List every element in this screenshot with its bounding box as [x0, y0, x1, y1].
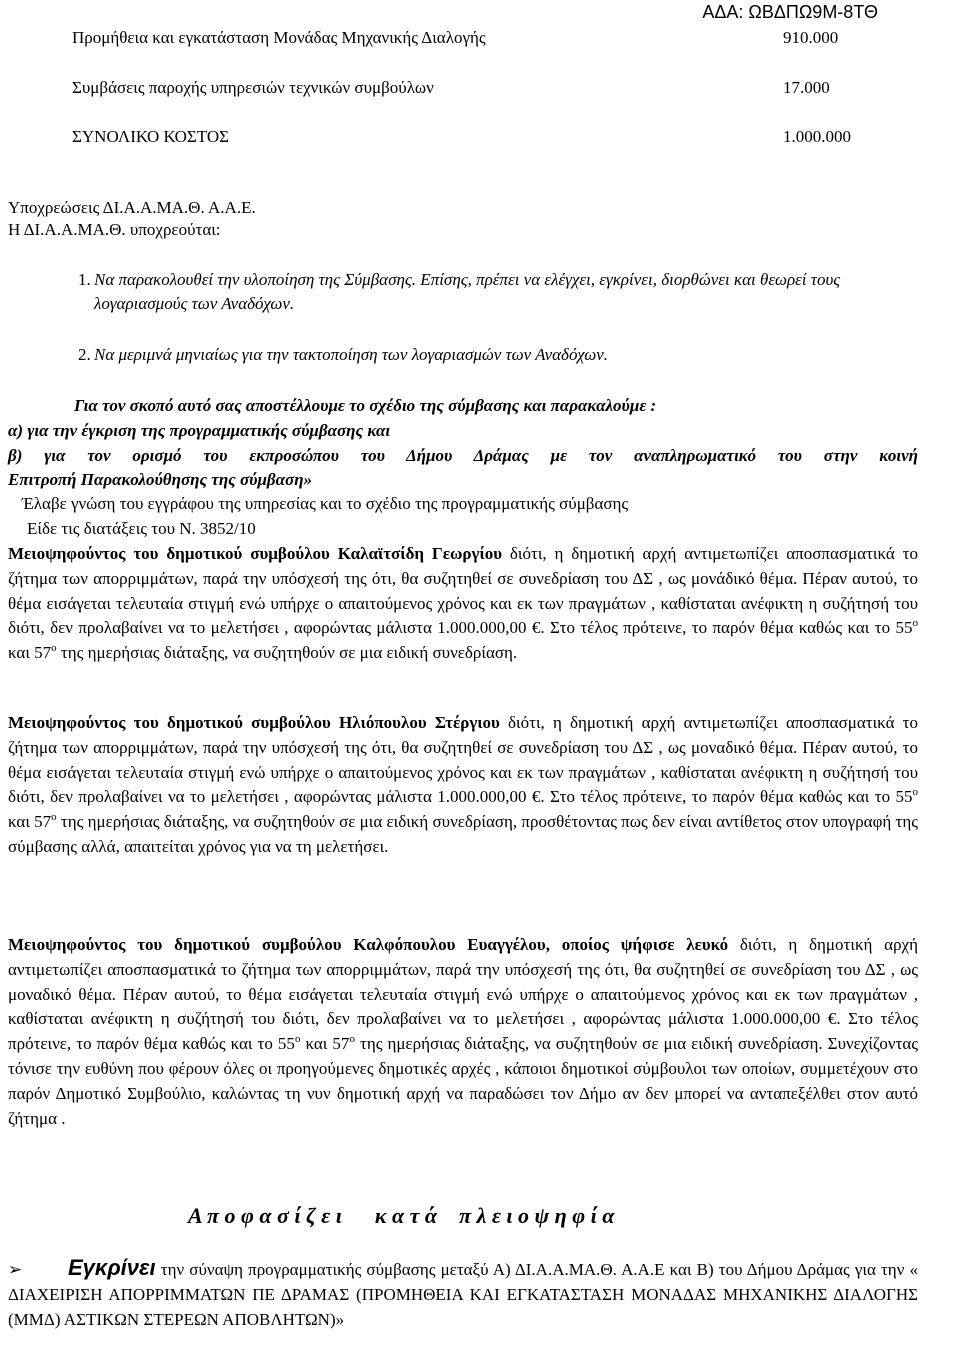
paragraph-text: και 57 [8, 812, 52, 832]
obligation-text: Να μεριμνά μηνιαίως για την τακτοποίηση των λογαριασμών των Αναδόχων. [94, 345, 609, 364]
superscript: ο [51, 641, 57, 654]
obligations-subtitle: Η ΔΙ.Α.Α.ΜΑ.Θ. υποχρεούται: [8, 220, 221, 239]
cost-value: 1.000.000 [783, 127, 851, 146]
paragraph-text: της ημερήσιας διάταξης, να συζητηθούν σε μια ειδική συνεδρίαση. [56, 643, 518, 663]
paragraph-text: και 57 [8, 643, 52, 663]
request-b-line1: β) για τον ορισμό του εκπροσώπου του Δήμου Δράμας με τον αναπληρωματικό του στην κοινή [8, 446, 918, 465]
council-member-name: Μειοψηφούντος του δημοτικού συμβούλου Ηλιόπουλου Στέργιου [8, 713, 500, 732]
request-a: α) για την έγκριση της προγραμματικής σύμβασης και [8, 421, 391, 440]
request-intro: Για τον σκοπό αυτό σας αποστέλλουμε το σχέδιο της σύμβασης και παρακαλούμε : [74, 396, 657, 415]
superscript: ο [294, 1032, 301, 1045]
paragraph-text: διότι, η δημοτική αρχή αντιμετωπίζει αποσπασματικά το ζήτημα των απορριμμάτων, παρά την υπόσχεσή της ότι, θα συζητηθεί σε συνεδρίαση του ΔΣ , ως μοναδικό θέμα. Πέραν αυτού, το θέμα εισάγεται τελευταία στιγμή ενώ υπήρχε ο απαιτούμενος χρόνος και εκ των πραγμάτων , καθίσταται ανέφικτη η συζήτησή του διότι, δεν προλαβαίνει να το μελετήσει , αφορώντας μάλιστα 1.000.000,00 €. Στο τέλος πρότεινε, το παρόν θέμα καθώς και το 55 [8, 713, 919, 807]
obligation-number: 2. [78, 345, 91, 364]
superscript: ο [912, 785, 918, 798]
obligation-text: Να παρακολουθεί την υλοποίηση της Σύμβασης. Επίσης, πρέπει να ελέγχει, εγκρίνει, διορθώνει και θεωρεί τους λογαριασμούς των Αναδόχων. [94, 270, 841, 313]
paragraph-text: της ημερήσιας διάταξης, να συζητηθούν σε μια ειδική συνεδρίαση, προσθέτοντας πως δεν είναι αντίθετος στον υπογραφή της σύμβασης αλλά, απαιτείται χρόνος για να τη μελετήσει. [8, 812, 918, 856]
note-line: Είδε τις διατάξεις του Ν. 3852/10 [27, 519, 256, 538]
paragraph-text: και 57 [300, 1034, 350, 1054]
council-member-name: Μειοψηφούντος του δημοτικού συμβούλου Καλφόπουλου Ευαγγέλου, οποίος ψήφισε λευκό [8, 935, 729, 954]
ada-code: ΑΔΑ: ΩΒΔΠΩ9Μ-8ΤΘ [702, 2, 878, 22]
request-b-line2: Επιτροπή Παρακολούθησης της σύμβαση» [8, 470, 313, 489]
decision-text: την σύναψη προγραμματικής σύμβασης μεταξύ Α) ΔΙ.Α.Α.ΜΑ.Θ. Α.Α.Ε και Β) του Δήμου Δράμας για την « ΔΙΑΧΕΙΡΙΣΗ ΑΠΟΡΡΙΜΜΑΤΩΝ ΠΕ ΔΡΑΜΑΣ (ΠΡΟΜΗΘΕΙΑ ΚΑΙ ΕΓΚΑΤΑΣΤΑΣΗ ΜΟΝΑΔΑΣ ΜΗΧΑΝΙΚΗΣ ΔΙΑΛΟΓΗΣ (ΜΜΔ) ΑΣΤΙΚΩΝ ΣΤΕΡΕΩΝ ΑΠΟΒΛΗΤΩΝ)» [8, 1260, 918, 1329]
decision-heading: Α π ο φ α σ ί ζ ε ι κ α τ ά π λ ε ι ο ψ η φ ί α [188, 1203, 615, 1228]
cost-label: Συμβάσεις παροχής υπηρεσιών τεχνικών συμβούλων [72, 78, 434, 97]
superscript: ο [349, 1032, 355, 1045]
minority-opinion-paragraph [8, 711, 918, 860]
cost-row [72, 78, 892, 104]
cost-label: ΣΥΝΟΛΙΚΟ ΚΟΣΤΟΣ [72, 127, 230, 146]
obligation-number: 1. [78, 270, 91, 289]
cost-row [72, 127, 892, 153]
paragraph-text: διότι, η δημοτική αρχή αντιμετωπίζει αποσπασματικά το ζήτημα των απορριμμάτων, παρά την υπόσχεσή της ότι, θα συζητηθεί σε συνεδρίαση του ΔΣ , ως μοναδικό θέμα. Πέραν αυτού, το θέμα εισάγεται τελευταία στιγμή ενώ υπήρχε ο απαιτούμενος χρόνος και εκ των πραγμάτων , καθίσταται ανέφικτη η συζήτησή του διότι, δεν προλαβαίνει να το μελετήσει , αφορώντας μάλιστα 1.000.000,00 €. Στο τέλος πρότεινε, το παρόν θέμα καθώς και το 55 [8, 935, 918, 1054]
minority-opinion-paragraph [8, 933, 918, 1131]
superscript: ο [51, 810, 57, 823]
cost-label: Προμήθεια και εγκατάσταση Μονάδας Μηχανικής Διαλογής [72, 28, 486, 47]
decision-item [8, 1256, 918, 1332]
council-member-name: Μειοψηφούντος του δημοτικού συμβούλου Καλαϊτσίδη Γεωργίου [8, 544, 503, 563]
cost-value: 17.000 [783, 78, 830, 97]
cost-value: 910.000 [783, 28, 839, 47]
paragraph-text: διότι, η δημοτική αρχή αντιμετωπίζει αποσπασματικά το ζήτημα των απορριμμάτων, παρά την υπόσχεσή της ότι, θα συζητηθεί σε συνεδρίαση του ΔΣ , ως μονάδικό θέμα. Πέραν αυτού, το θέμα εισάγεται τελευταία στιγμή ενώ υπήρχε ο απαιτούμενος χρόνος και εκ των πραγμάτων , καθίσταται ανέφικτη η συζήτησή του διότι, δεν προλαβαίνει να το μελετήσει , αφορώντας μάλιστα 1.000.000,00 €. Στο τέλος πρότεινε, το παρόν θέμα καθώς και το 55 [8, 544, 918, 638]
cost-row [72, 28, 892, 54]
minority-opinion-paragraph [8, 542, 918, 666]
obligation-item [78, 343, 918, 369]
obligations-title: Υποχρεώσεις ΔΙ.Α.Α.ΜΑ.Θ. Α.Α.Ε. [8, 198, 256, 217]
approves-label: Εγκρίνει [68, 1255, 156, 1280]
paragraph-text: της ημερήσιας διάταξης, να συζητηθούν σε μια ειδική συνεδρίαση. Συνεχίζοντας τόνισε την ευθύνη που φέρουν όλες οι προηγούμενες δημοτικές αρχές , κάποιοι δημοτικοί σύμβουλοι των οποίων, συμμετέχουν στο παρόν Δημοτικό Συμβούλιο, καλώντας τη νυν δημοτική αρχή να παραδώσει τον Δήμο αν δεν μπορεί να ανταπεξέλθει στον αυτό ζήτημα . [8, 1034, 918, 1128]
note-line: Έλαβε γνώση του εγγράφου της υπηρεσίας και το σχέδιο της προγραμματικής σύμβασης [22, 494, 629, 513]
superscript: ο [912, 616, 918, 629]
arrow-bullet-icon: ➢ [8, 1260, 23, 1279]
obligation-item [78, 268, 918, 318]
